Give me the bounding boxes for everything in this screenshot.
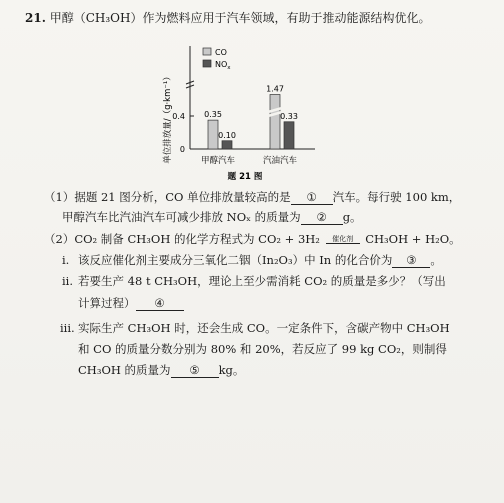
sub-iii-label: iii. <box>60 321 75 335</box>
legend-swatch-nox <box>203 60 211 67</box>
sub-i-label: i. <box>62 253 70 267</box>
answer-blank-1[interactable]: ① <box>291 190 333 205</box>
legend-label-co: CO <box>215 48 227 57</box>
part-1-line-1 <box>44 190 460 205</box>
answer-blank-5[interactable]: ⑤ <box>171 363 219 378</box>
sub-iii-text-3: CH₃OH 的质量为 <box>78 363 171 377</box>
y-axis-label: 单位排放量/（g·km⁻¹） <box>163 72 173 164</box>
sub-ii-text-2: 计算过程） <box>78 296 136 310</box>
part-2-line-1 <box>44 232 461 246</box>
part-1-line-2 <box>62 210 362 225</box>
part-2-iii-line-3 <box>78 363 244 378</box>
question-stem-text: 甲醇（CH₃OH）作为燃料应用于汽车领域，有助于推动能源结构优化。 <box>49 11 431 25</box>
category-label-methanol: 甲醇汽车 <box>200 156 236 166</box>
part-2-text-b: CH₃OH + H₂O。 <box>365 232 461 246</box>
sub-i-end: 。 <box>430 253 442 267</box>
answer-blank-4[interactable]: ④ <box>136 296 184 311</box>
sub-iii-text: 实际生产 CH₃OH 时，还会生成 CO。一定条件下，含碳产物中 CH₃OH <box>78 321 450 335</box>
bar-nox-0 <box>222 141 232 149</box>
part-2-i <box>62 253 442 268</box>
part-1-text-b: 汽车。每行驶 100 km， <box>332 190 461 204</box>
part-2-iii <box>60 321 450 335</box>
legend-label-nox: $NO_x$ <box>215 60 231 71</box>
catalyst-arrow <box>324 236 362 244</box>
bars-group <box>204 85 298 149</box>
part-2-text-a: （2）CO₂ 制备 CH₃OH 的化学方程式为 CO₂ + 3H₂ <box>44 232 320 246</box>
emission-bar-chart <box>150 36 320 186</box>
bar-value-label: 0.35 <box>204 110 222 120</box>
sub-ii-text: 若要生产 48 t CH₃OH，理论上至少需消耗 CO₂ 的质量是多少？（写出 <box>78 274 446 288</box>
question-number: 21. <box>25 11 46 25</box>
chart-caption: 题 21 图 <box>227 172 263 182</box>
part-1-text-a: （1）据题 21 图分析，CO 单位排放量较高的是 <box>44 190 291 204</box>
catalyst-label: 催化剂 <box>332 235 354 243</box>
answer-blank-3[interactable]: ③ <box>392 253 430 268</box>
sub-iii-end: kg。 <box>218 363 245 377</box>
bar-co-0 <box>208 120 218 149</box>
reaction-arrow <box>326 243 360 244</box>
y-tick-label-0.4: 0.4 <box>172 112 185 121</box>
bar-nox-1 <box>284 122 294 149</box>
part-1-text-d: g。 <box>342 210 362 224</box>
question-stem <box>25 11 430 25</box>
sub-i-text: 该反应催化剂主要成分三氧化二铟（In₂O₃）中 In 的化合价为 <box>78 253 393 267</box>
y-tick-label-0: 0 <box>179 145 185 154</box>
part-1-text-c: 甲醇汽车比汽油汽车可减少排放 NOₓ 的质量为 <box>62 210 301 224</box>
legend-swatch-co <box>203 48 211 55</box>
sub-iii-text-2: 和 CO 的质量分数分别为 80% 和 20%，若反应了 99 kg CO₂，则制得 <box>78 342 447 356</box>
category-label-gasoline: 汽油汽车 <box>262 156 298 166</box>
bar-co-1 <box>270 95 280 149</box>
sub-ii-label: ii. <box>62 274 74 288</box>
answer-blank-2[interactable]: ② <box>301 210 343 225</box>
part-2-ii <box>62 274 446 288</box>
part-2-iii-line-2 <box>78 342 447 356</box>
bar-value-label: 1.47 <box>266 84 284 94</box>
part-2-ii-line-2 <box>78 296 184 311</box>
bar-value-label: 0.33 <box>280 111 298 121</box>
bar-value-label: 0.10 <box>218 130 236 140</box>
